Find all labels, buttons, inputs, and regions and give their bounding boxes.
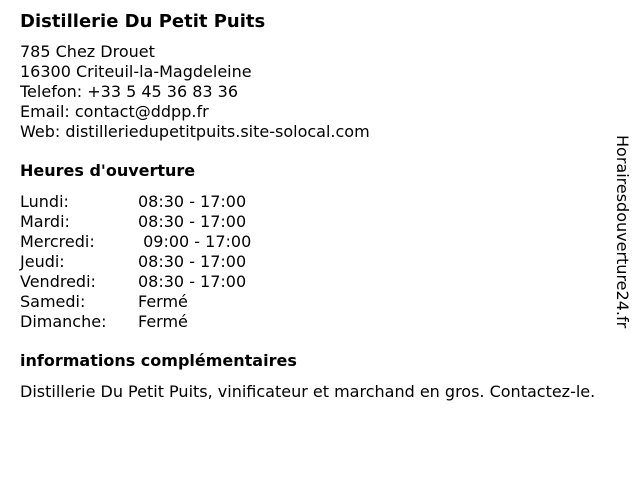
day-hours: 08:30 - 17:00 xyxy=(138,212,247,231)
day-label: Mardi: xyxy=(20,212,70,231)
day-hours: 08:30 - 17:00 xyxy=(138,192,247,211)
day-label: Samedi: xyxy=(20,292,86,311)
address-line-2: 16300 Criteuil-la-Magdeleine xyxy=(20,62,252,81)
hours-row-lundi xyxy=(20,192,610,212)
day-label: Mercredi: xyxy=(20,232,95,251)
hours-row-mercredi xyxy=(20,232,610,252)
day-hours: Fermé xyxy=(138,292,188,311)
additional-info-text: Distillerie Du Petit Puits, vinificateur et marchand en gros. Contactez-le. xyxy=(20,382,596,401)
business-name: Distillerie Du Petit Puits xyxy=(20,11,266,32)
day-hours: Fermé xyxy=(138,312,188,331)
day-hours: 08:30 - 17:00 xyxy=(138,272,247,291)
day-hours: 08:30 - 17:00 xyxy=(138,252,247,271)
additional-info-heading: informations complémentaires xyxy=(20,351,297,370)
day-hours: 09:00 - 17:00 xyxy=(138,232,252,251)
opening-hours-heading: Heures d'ouverture xyxy=(20,161,196,180)
web-line[interactable]: Web: distilleriedupetitpuits.site-solocal.com xyxy=(20,122,370,141)
business-card xyxy=(20,10,610,402)
address-line-1: 785 Chez Drouet xyxy=(20,42,155,61)
site-brand-vertical[interactable]: Horairesdouverture24.fr xyxy=(613,135,632,329)
day-label: Vendredi: xyxy=(20,272,96,291)
day-label: Dimanche: xyxy=(20,312,107,331)
day-label: Jeudi: xyxy=(20,252,65,271)
hours-row-mardi xyxy=(20,212,610,232)
email-line[interactable]: Email: contact@ddpp.fr xyxy=(20,102,209,121)
phone-line[interactable]: Telefon: +33 5 45 36 83 36 xyxy=(20,82,239,101)
opening-hours-table xyxy=(20,192,610,332)
hours-row-dimanche xyxy=(20,312,610,332)
hours-row-vendredi xyxy=(20,272,610,292)
hours-row-samedi xyxy=(20,292,610,312)
day-label: Lundi: xyxy=(20,192,69,211)
hours-row-jeudi xyxy=(20,252,610,272)
